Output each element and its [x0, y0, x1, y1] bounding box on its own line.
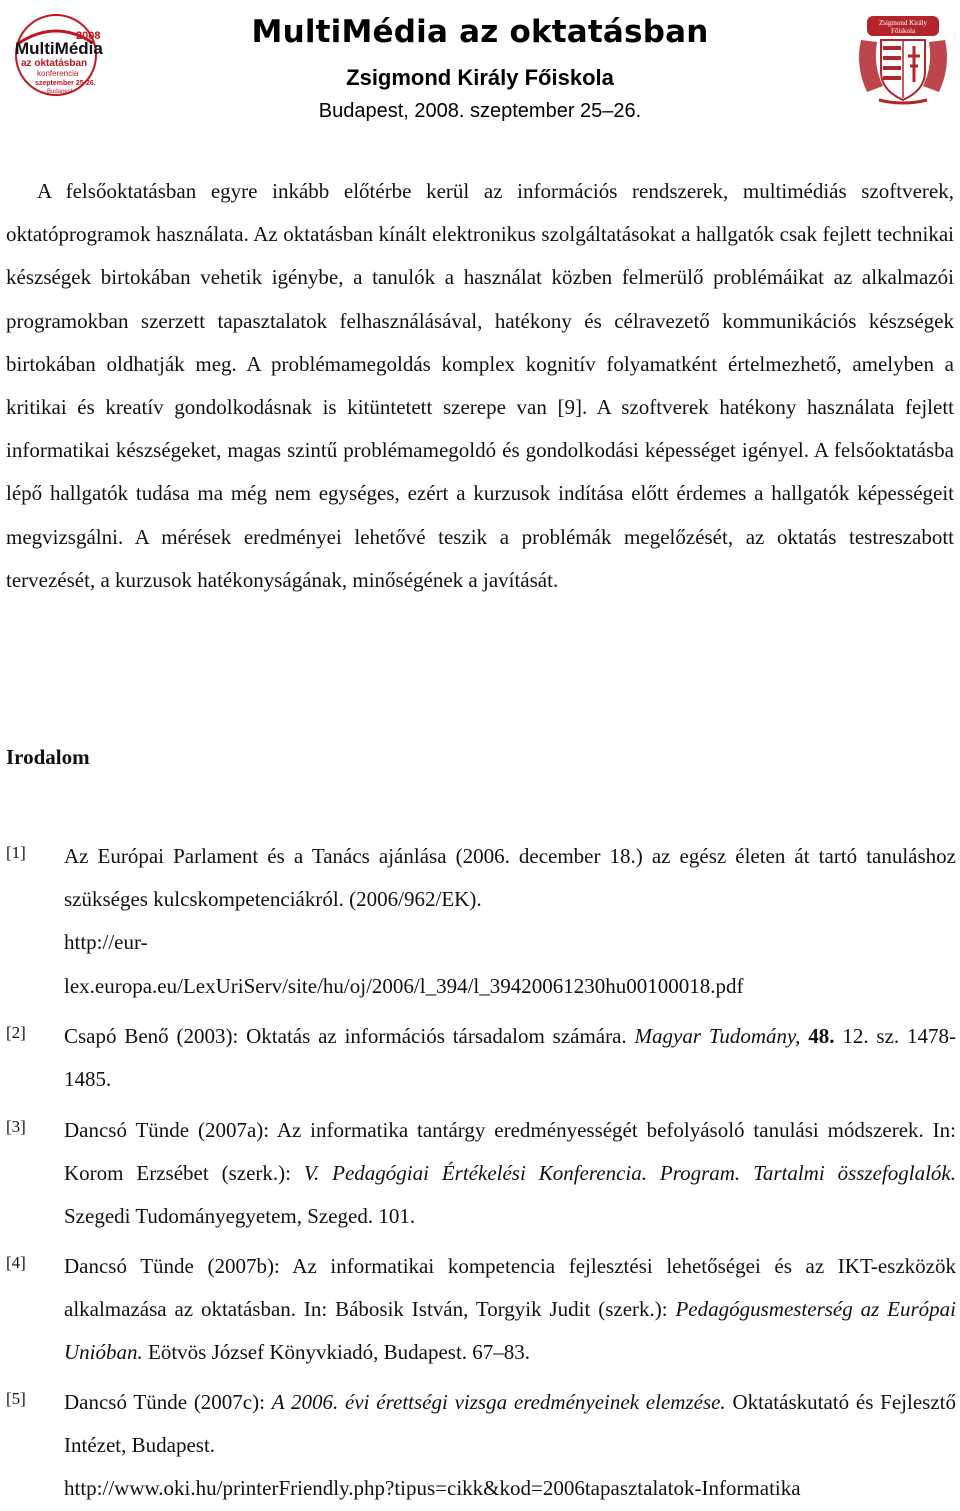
- crest-line2: Főiskola: [890, 27, 916, 35]
- header-title: MultiMédia az oktatásban: [251, 14, 709, 50]
- reference-text: Dancsó Tünde (2007c):: [64, 1390, 272, 1414]
- reference-source-title: V. Pedagógiai Értékelési Konferencia. Program. Tartalmi összefoglalók.: [303, 1161, 956, 1186]
- reference-url[interactable]: http://www.oki.hu/printerFriendly.php?tipus=cikk&kod=2006tapasztalatok-Informatika: [64, 1476, 801, 1501]
- logo-brand: MultiMédia: [15, 39, 103, 58]
- reference-url-part2[interactable]: lex.europa.eu/LexUriServ/site/hu/oj/2006/l_394/l_39420061230hu00100018.pdf: [64, 973, 744, 998]
- body-paragraph: A felsőoktatásban egyre inkább előtérbe kerül az információs rendszerek, multimédiás szoftverek, oktatóprogramok használata. Az oktatásban kínált elektronikus szolgáltatásokat a hallgatók csak fejlett technikai készségek birtokában vehetik igénybe, a tanulók a használat közben felmerülő problémáikat az alkalmazói programokban szerzett tapasztalatok felhasználásával, hatékony és célravezető kommunikációs készségek birtokában oldhatják meg. A problémamegoldás komplex kognitív folyamatként értelmezhető, amelyben a kritikai és kreatív gondolkodásnak is kitüntetett szerepe van [9]. A szoftverek hatékony használata fejlett informatikai készségeket, magas szintű problémamegoldó és gondolkodási képességet igényel. A felsőoktatásba lépő hallgatók tudása ma még nem egységes, ezért a kurzusok indítása előtt érdemes a hallgatók képességeit megvizsgálni. A mérések eredményei lehetővé teszik a problémák megelőzését, az oktatás testreszabott tervezését, a kurzusok hatékonyságának, minőségének a javítását.: [6, 179, 954, 592]
- header-date: Budapest, 2008. szeptember 25–26.: [318, 100, 642, 122]
- reference-text: Dancsó Tünde (2007a): Az informatika tantárgy eredményességét befolyásoló tanulási módszerek. In: Korom Erzsébet (szerk.):: [64, 1118, 956, 1186]
- page-header: [0, 0, 960, 132]
- logo-line1: az oktatásban: [21, 58, 88, 69]
- reference-text: Dancsó Tünde (2007b): Az informatikai kompetencia fejlesztési lehetőségei és az IKT-eszközök alkalmazása az oktatásban. In: Bábosik István, Torgyik Judit (szerk.):: [64, 1254, 956, 1322]
- logo-line2: konferencia: [37, 69, 79, 78]
- reference-source-title: Pedagógusmesterség az Európai Unióban.: [64, 1297, 956, 1365]
- reference-text: Az Európai Parlament és a Tanács ajánlása (2006. december 18.) az egész életen át tartó tanuláshoz szükséges kulcskompetenciákról. (2006/962/EK).: [64, 844, 956, 912]
- reference-publisher: Szegedi Tudományegyetem, Szeged. 101.: [64, 1204, 416, 1229]
- reference-source-title: A 2006. évi érettségi vizsga eredményeinek elemzése.: [271, 1390, 726, 1414]
- crest-line1: Zsigmond Király: [878, 19, 928, 27]
- reference-url-part1[interactable]: http://eur-: [64, 930, 148, 955]
- reference-number: [3]: [6, 1117, 26, 1136]
- references-heading: Irodalom: [6, 745, 90, 769]
- reference-number: [2]: [6, 1023, 26, 1042]
- reference-journal: Magyar Tudomány,: [634, 1024, 801, 1048]
- logo-year: 2008: [76, 30, 101, 42]
- logo-line3: szeptember 25-26.: [35, 80, 96, 87]
- reference-volume: 48.: [808, 1024, 835, 1048]
- reference-text: Csapó Benő (2003): Oktatás az információs társadalom számára.: [64, 1024, 635, 1048]
- college-crest-logo: [853, 6, 953, 106]
- header-subtitle: Zsigmond Király Főiskola: [346, 65, 614, 90]
- logo-line4: Budapest: [47, 89, 73, 95]
- reference-number: [5]: [6, 1389, 26, 1408]
- reference-pages: 12. sz. 1478-1485.: [64, 1024, 956, 1092]
- reference-publisher: Eötvös József Könyvkiadó, Budapest. 67–83.: [142, 1340, 531, 1365]
- reference-publisher: Oktatáskutató és Fejlesztő Intézet, Budapest.: [64, 1390, 956, 1458]
- reference-number: [1]: [6, 843, 26, 862]
- reference-number: [4]: [6, 1253, 26, 1272]
